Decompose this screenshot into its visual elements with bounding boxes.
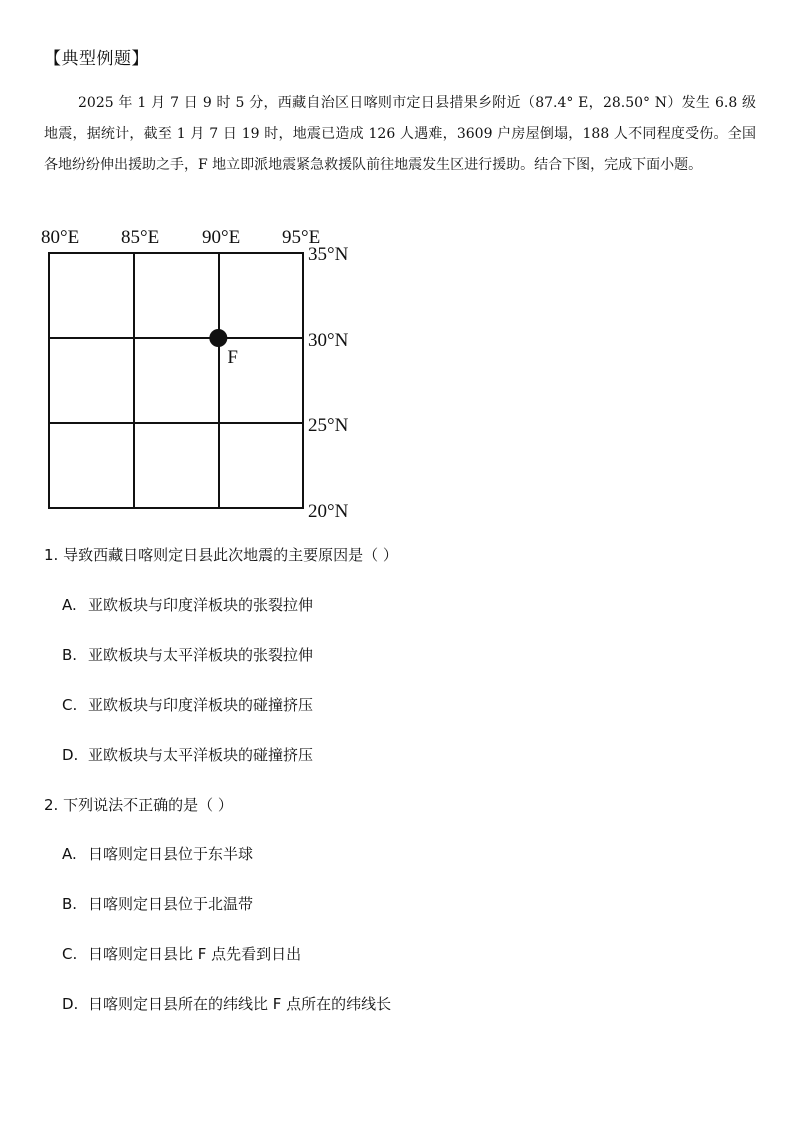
- option-letter: A.: [62, 845, 77, 863]
- option-text: 亚欧板块与太平洋板块的张裂拉伸: [88, 646, 314, 664]
- option-letter: B.: [62, 895, 78, 913]
- lat-label-30: 30°N: [308, 330, 349, 351]
- lat-label-35: 35°N: [308, 244, 349, 265]
- grid-map-svg: [30, 222, 380, 532]
- option-letter: B.: [62, 646, 78, 664]
- question-1-option-b: [62, 644, 313, 665]
- option-letter: C.: [62, 945, 78, 963]
- question-2-option-d: [62, 993, 391, 1014]
- option-text: 日喀则定日县位于北温带: [88, 895, 254, 913]
- grid-border: [49, 253, 303, 508]
- point-f-marker: [209, 329, 227, 347]
- question-2-option-c: [62, 943, 301, 964]
- lon-label-80: 80°E: [41, 227, 80, 248]
- lon-label-95: 95°E: [282, 227, 321, 248]
- lat-label-20: 20°N: [308, 501, 349, 522]
- option-letter: A.: [62, 596, 77, 614]
- question-2-number: 2.: [44, 796, 59, 814]
- question-2: [44, 794, 233, 815]
- grid-lines: [49, 253, 303, 508]
- option-letter: C.: [62, 696, 78, 714]
- question-1-number: 1.: [44, 546, 59, 564]
- option-text: 亚欧板块与印度洋板块的碰撞挤压: [88, 696, 314, 714]
- point-f-label: F: [227, 347, 238, 368]
- option-text: 亚欧板块与太平洋板块的碰撞挤压: [88, 746, 314, 764]
- question-1-option-d: [62, 744, 313, 765]
- question-2-option-a: [62, 843, 253, 864]
- option-text: 日喀则定日县所在的纬线比 F 点所在的纬线长: [88, 995, 392, 1013]
- question-1-option-a: [62, 594, 313, 615]
- lon-label-90: 90°E: [202, 227, 241, 248]
- option-text: 亚欧板块与印度洋板块的张裂拉伸: [88, 596, 314, 614]
- lat-label-25: 25°N: [308, 415, 349, 436]
- option-letter: D.: [62, 746, 79, 764]
- question-2-option-b: [62, 893, 253, 914]
- option-letter: D.: [62, 995, 79, 1013]
- lon-label-85: 85°E: [121, 227, 160, 248]
- question-1: [44, 544, 398, 565]
- question-1-option-c: [62, 694, 313, 715]
- intro-paragraph: [44, 88, 756, 181]
- option-text: 日喀则定日县位于东半球: [88, 845, 254, 863]
- intro-text: 2025 年 1 月 7 日 9 时 5 分，西藏自治区日喀则市定日县措果乡附近（87.4° E，28.50° N）发生 6.8 级地震，据统计，截至 1 月 7 日 19 时，地震已造成 126 人遇难，3609 户房屋倒塌，188 人不同程度受伤。全国各地纷纷伸出援助之手，F 地立即派地震紧急救援队前往地震发生区进行援助。结合下图，完成下面小题。: [44, 95, 756, 173]
- coordinate-grid-map: [30, 222, 380, 532]
- option-text: 日喀则定日县比 F 点先看到日出: [88, 945, 302, 963]
- question-2-text: 下列说法不正确的是（ ）: [63, 796, 233, 814]
- question-1-text: 导致西藏日喀则定日县此次地震的主要原因是（ ）: [63, 546, 398, 564]
- section-heading: 【典型例题】: [44, 49, 149, 69]
